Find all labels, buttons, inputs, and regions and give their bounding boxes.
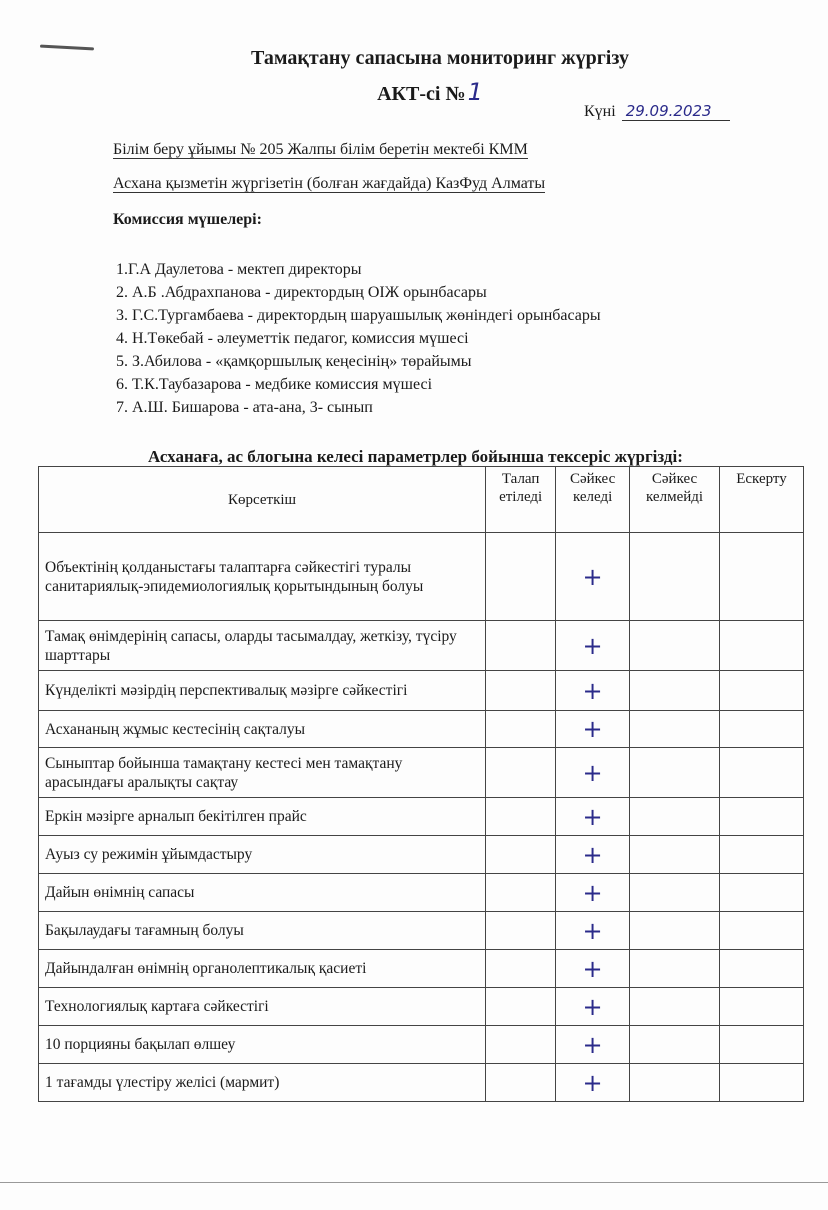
commission-member: 3. Г.С.Тургамбаева - директордың шаруашылық жөніндегі орынбасары: [116, 307, 601, 324]
indicator-cell: Дайындалған өнімнің органолептикалық қасиеті: [39, 950, 486, 988]
commission-member: 1.Г.А Даулетова - мектеп директоры: [116, 261, 362, 278]
noncompliant-cell: [630, 836, 720, 874]
inspection-table: [38, 466, 804, 1102]
required-cell: [486, 988, 556, 1026]
act-number: 1: [467, 78, 483, 106]
compliant-mark: +: [556, 798, 630, 836]
required-cell: [486, 1064, 556, 1102]
compliant-mark: +: [556, 874, 630, 912]
table-row: [39, 912, 804, 950]
indicator-cell: Асхананың жұмыс кестесінің сақталуы: [39, 711, 486, 748]
compliant-mark: +: [556, 1064, 630, 1102]
noncompliant-cell: [630, 1064, 720, 1102]
noncompliant-cell: [630, 798, 720, 836]
note-cell: [720, 533, 804, 621]
required-cell: [486, 748, 556, 798]
commission-label: Комиссия мүшелері:: [113, 211, 262, 228]
note-cell: [720, 748, 804, 798]
note-cell: [720, 711, 804, 748]
table-title: Асханаға, ас блогына келесі параметрлер бойынша тексеріс жүргізді:: [148, 447, 683, 466]
table-row: [39, 874, 804, 912]
table-row: [39, 711, 804, 748]
indicator-cell: Сыныптар бойынша тамақтану кестесі мен тамақтану арасындағы аралықты сақтау: [39, 748, 486, 798]
table-header-row: [39, 467, 804, 533]
compliant-mark: +: [556, 912, 630, 950]
header-required: Талап етіледі: [486, 467, 556, 533]
noncompliant-cell: [630, 950, 720, 988]
noncompliant-cell: [630, 874, 720, 912]
header-noncompliant: Сәйкес келмейді: [630, 467, 720, 533]
table-row: [39, 1064, 804, 1102]
noncompliant-cell: [630, 1026, 720, 1064]
compliant-mark: +: [556, 836, 630, 874]
noncompliant-cell: [630, 621, 720, 671]
noncompliant-cell: [630, 711, 720, 748]
note-cell: [720, 836, 804, 874]
required-cell: [486, 874, 556, 912]
header-compliant: Сәйкес келеді: [556, 467, 630, 533]
indicator-cell: 10 порцияны бақылап өлшеу: [39, 1026, 486, 1064]
note-cell: [720, 621, 804, 671]
indicator-cell: Тамақ өнімдерінің сапасы, оларды тасымалдау, жеткізу, түсіру шарттары: [39, 621, 486, 671]
indicator-cell: Технологиялық картаға сәйкестігі: [39, 988, 486, 1026]
indicator-cell: 1 тағамды үлестіру желісі (мармит): [39, 1064, 486, 1102]
noncompliant-cell: [630, 912, 720, 950]
noncompliant-cell: [630, 988, 720, 1026]
table-row: [39, 671, 804, 711]
canteen-line: [113, 175, 545, 193]
document-title: Тамақтану сапасына мониторинг жүргізу: [251, 47, 629, 69]
table-row: [39, 748, 804, 798]
commission-members-list: [116, 258, 601, 419]
table-row: [39, 988, 804, 1026]
note-cell: [720, 1026, 804, 1064]
indicator-cell: Бақылаудағы тағамның болуы: [39, 912, 486, 950]
required-cell: [486, 671, 556, 711]
required-cell: [486, 533, 556, 621]
date-row: [584, 102, 730, 121]
table-row: [39, 836, 804, 874]
required-cell: [486, 798, 556, 836]
indicator-cell: Объектінің қолданыстағы талаптарға сәйкестігі туралы санитариялық-эпидемиологиялық қорытындының болуы: [39, 533, 486, 621]
note-cell: [720, 1064, 804, 1102]
school-name: Білім беру ұйымы № 205 Жалпы білім беретін мектебі КММ: [113, 141, 528, 158]
commission-member: 6. Т.К.Таубазарова - медбике комиссия мүшесі: [116, 376, 433, 393]
header-note: Ескерту: [720, 467, 804, 533]
date-value: 29.09.2023: [622, 102, 730, 121]
note-cell: [720, 671, 804, 711]
indicator-cell: Дайын өнімнің сапасы: [39, 874, 486, 912]
commission-member: 7. А.Ш. Бишарова - ата-ана, 3- сынып: [116, 399, 373, 416]
note-cell: [720, 874, 804, 912]
compliant-mark: +: [556, 671, 630, 711]
note-cell: [720, 912, 804, 950]
required-cell: [486, 621, 556, 671]
note-cell: [720, 798, 804, 836]
canteen-operator: Асхана қызметін жүргізетін (болған жағдайда) КазФуд Алматы: [113, 175, 546, 192]
compliant-mark: +: [556, 1026, 630, 1064]
compliant-mark: +: [556, 950, 630, 988]
table-row: [39, 533, 804, 621]
indicator-cell: Ауыз су режимін ұйымдастыру: [39, 836, 486, 874]
school-line: [113, 141, 528, 159]
required-cell: [486, 912, 556, 950]
compliant-mark: +: [556, 748, 630, 798]
required-cell: [486, 711, 556, 748]
commission-member: 4. Н.Төкебай - әлеуметтік педагог, комиссия мүшесі: [116, 330, 469, 347]
indicator-cell: Күнделікті мәзірдің перспективалық мәзірге сәйкестігі: [39, 671, 486, 711]
compliant-mark: +: [556, 621, 630, 671]
required-cell: [486, 1026, 556, 1064]
note-cell: [720, 950, 804, 988]
noncompliant-cell: [630, 533, 720, 621]
page-bottom-edge: [0, 1182, 828, 1183]
header-indicator: Көрсеткіш: [39, 467, 486, 533]
note-cell: [720, 988, 804, 1026]
compliant-mark: +: [556, 988, 630, 1026]
table-row: [39, 1026, 804, 1064]
act-label: АКТ-сі №: [377, 83, 466, 105]
required-cell: [486, 950, 556, 988]
table-row: [39, 950, 804, 988]
table-row: [39, 621, 804, 671]
compliant-mark: +: [556, 711, 630, 748]
table-row: [39, 798, 804, 836]
commission-member: 5. З.Абилова - «қамқоршылық кеңесінің» төрайымы: [116, 353, 472, 370]
compliant-mark: +: [556, 533, 630, 621]
date-label: Күні: [584, 103, 616, 120]
indicator-cell: Еркін мәзірге арналып бекітілген прайс: [39, 798, 486, 836]
noncompliant-cell: [630, 748, 720, 798]
noncompliant-cell: [630, 671, 720, 711]
required-cell: [486, 836, 556, 874]
commission-member: 2. А.Б .Абдрахпанова - директордың ОІЖ орынбасары: [116, 284, 487, 301]
